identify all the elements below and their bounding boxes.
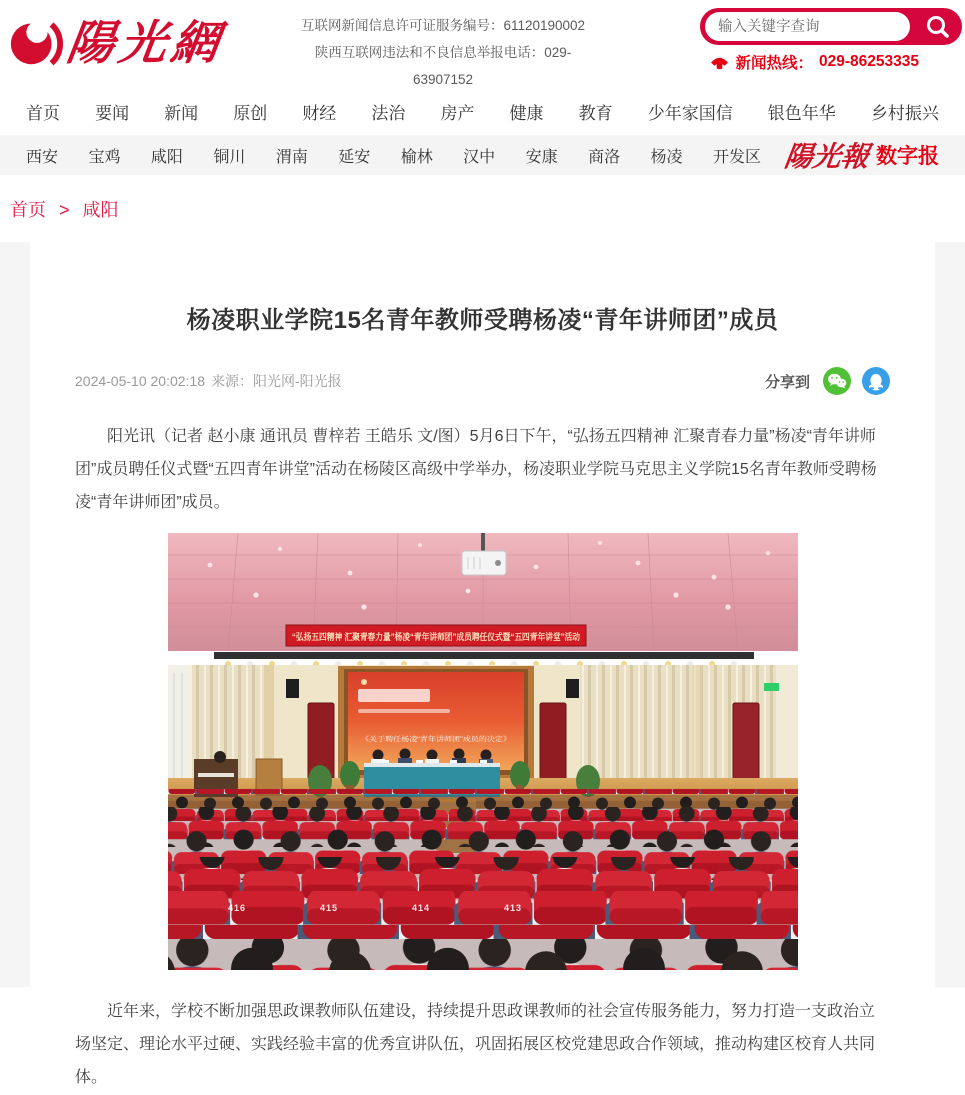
city-nav-items xyxy=(26,144,761,167)
projector xyxy=(462,551,506,575)
nav-item-youth[interactable]: 少年家国信 xyxy=(647,104,733,123)
far-right-door xyxy=(733,703,759,787)
nav-item-realestate[interactable]: 房产 xyxy=(440,104,475,123)
nav-item-rural[interactable]: 乡村振兴 xyxy=(870,104,939,123)
nav-item-senior[interactable]: 银色年华 xyxy=(767,104,836,123)
seat-number: 413 xyxy=(503,903,522,914)
city-yulin[interactable]: 榆林 xyxy=(400,148,433,166)
city-shangluo[interactable]: 商洛 xyxy=(588,148,621,166)
breadcrumb-home[interactable]: 首页 xyxy=(10,200,46,220)
page-background xyxy=(0,242,965,1086)
photo-audience xyxy=(168,789,798,970)
share-bar xyxy=(765,367,890,395)
stage-lights-truss xyxy=(214,652,754,667)
hotline-label: 新闻热线： xyxy=(735,55,813,72)
city-xian[interactable]: 西安 xyxy=(26,148,59,166)
license-line-1: 互联网新闻信息许可证服务编号：61120190002 xyxy=(300,18,586,33)
phone-icon xyxy=(710,55,729,70)
wechat-share-icon[interactable] xyxy=(823,367,851,395)
photo-banner xyxy=(286,625,628,646)
city-xianyang[interactable]: 咸阳 xyxy=(150,148,183,166)
exit-sign xyxy=(764,683,779,691)
city-yangling[interactable]: 杨凌 xyxy=(650,148,683,166)
city-weinan[interactable]: 渭南 xyxy=(275,148,308,166)
city-tongchuan[interactable]: 铜川 xyxy=(213,148,246,166)
main-nav xyxy=(0,88,965,135)
breadcrumb xyxy=(0,175,965,242)
license-line-2: 陕西互联网违法和不良信息举报电话：029-63907152 xyxy=(314,45,572,87)
nav-item-education[interactable]: 教育 xyxy=(578,104,613,123)
hotline-number: 029-86253335 xyxy=(819,53,919,70)
search-icon xyxy=(922,12,952,42)
article-paragraph-1: 阳光讯（记者 赵小康 通讯员 曹梓若 王皓乐 文/图）5月6日下午，“弘扬五四精神 汇聚青春力量”杨凌“青年讲师团”成员聘任仪式暨“五四青年讲堂”活动在杨陵区高级中学举办，杨凌职业学院马克思主义学院15名青年教师受聘杨凌“青年讲师团”成员。 xyxy=(75,428,877,511)
article-paragraph-2: 近年来，学校不断加强思政课教师队伍建设，持续提升思政课教师的社会宣传服务能力，努力打造一支政治立场坚定、理论水平过硬、实践经验丰富的优秀宣讲队伍，巩固拓展区校党建思政合作领域，推动构建区校育人共同体。 xyxy=(75,1003,876,1086)
city-yanan[interactable]: 延安 xyxy=(338,148,371,166)
city-hanzhong[interactable]: 汉中 xyxy=(463,148,496,166)
city-ankang[interactable]: 安康 xyxy=(525,148,558,166)
source-name: 阳光网-阳光报 xyxy=(253,373,342,389)
breadcrumb-separator: > xyxy=(59,200,70,220)
search-input[interactable] xyxy=(705,12,910,41)
breadcrumb-current[interactable]: 咸阳 xyxy=(82,200,119,220)
paper-logo: 陽光報 xyxy=(782,140,872,173)
sun-logo-icon xyxy=(8,9,66,71)
paper-label: 数字报 xyxy=(876,145,939,168)
search-bar xyxy=(700,8,962,45)
nav-item-finance[interactable]: 财经 xyxy=(302,104,337,123)
seat-number: 415 xyxy=(319,903,338,914)
nav-item-law[interactable]: 法治 xyxy=(371,104,406,123)
city-baoji[interactable]: 宝鸡 xyxy=(88,148,121,166)
site-name: 陽光網 xyxy=(63,16,228,71)
projector-mount xyxy=(481,533,485,553)
seat-number: 416 xyxy=(227,903,246,914)
nav-item-original[interactable]: 原创 xyxy=(233,104,268,123)
nav-item-news[interactable]: 新闻 xyxy=(164,104,199,123)
article-photo xyxy=(168,533,798,970)
right-door xyxy=(540,703,566,787)
search-button[interactable] xyxy=(915,10,959,43)
article-meta xyxy=(75,367,890,395)
seat-number: 414 xyxy=(411,903,430,914)
city-devzone[interactable]: 开发区 xyxy=(712,148,761,166)
right-speaker xyxy=(566,679,579,698)
license-info xyxy=(300,12,586,93)
nav-item-health[interactable]: 健康 xyxy=(509,104,544,123)
article-card xyxy=(30,242,935,1086)
news-hotline xyxy=(710,51,919,73)
city-nav xyxy=(0,135,965,175)
source-label: 来源： xyxy=(211,373,253,389)
article-title: 杨凌职业学院15名青年教师受聘杨凌“青年讲师团”成员 xyxy=(186,307,779,334)
nav-item-toplines[interactable]: 要闻 xyxy=(95,104,130,123)
share-label: 分享到 xyxy=(764,373,810,391)
article-date: 2024-05-10 20:02:18 xyxy=(75,373,205,389)
site-header xyxy=(0,0,965,88)
digital-paper-link[interactable] xyxy=(782,135,939,175)
screen-text: 《关于聘任杨凌“青年讲师团”成员的决定》 xyxy=(360,736,482,744)
left-speaker xyxy=(286,679,299,698)
qq-share-icon[interactable] xyxy=(862,367,890,395)
banner-text: “弘扬五四精神 汇聚青春力量”杨凌“青年讲师团”成员聘任仪式暨“五四青年讲堂”活动 xyxy=(291,632,628,643)
site-logo[interactable] xyxy=(8,6,228,73)
nav-item-home[interactable]: 首页 xyxy=(26,104,60,123)
